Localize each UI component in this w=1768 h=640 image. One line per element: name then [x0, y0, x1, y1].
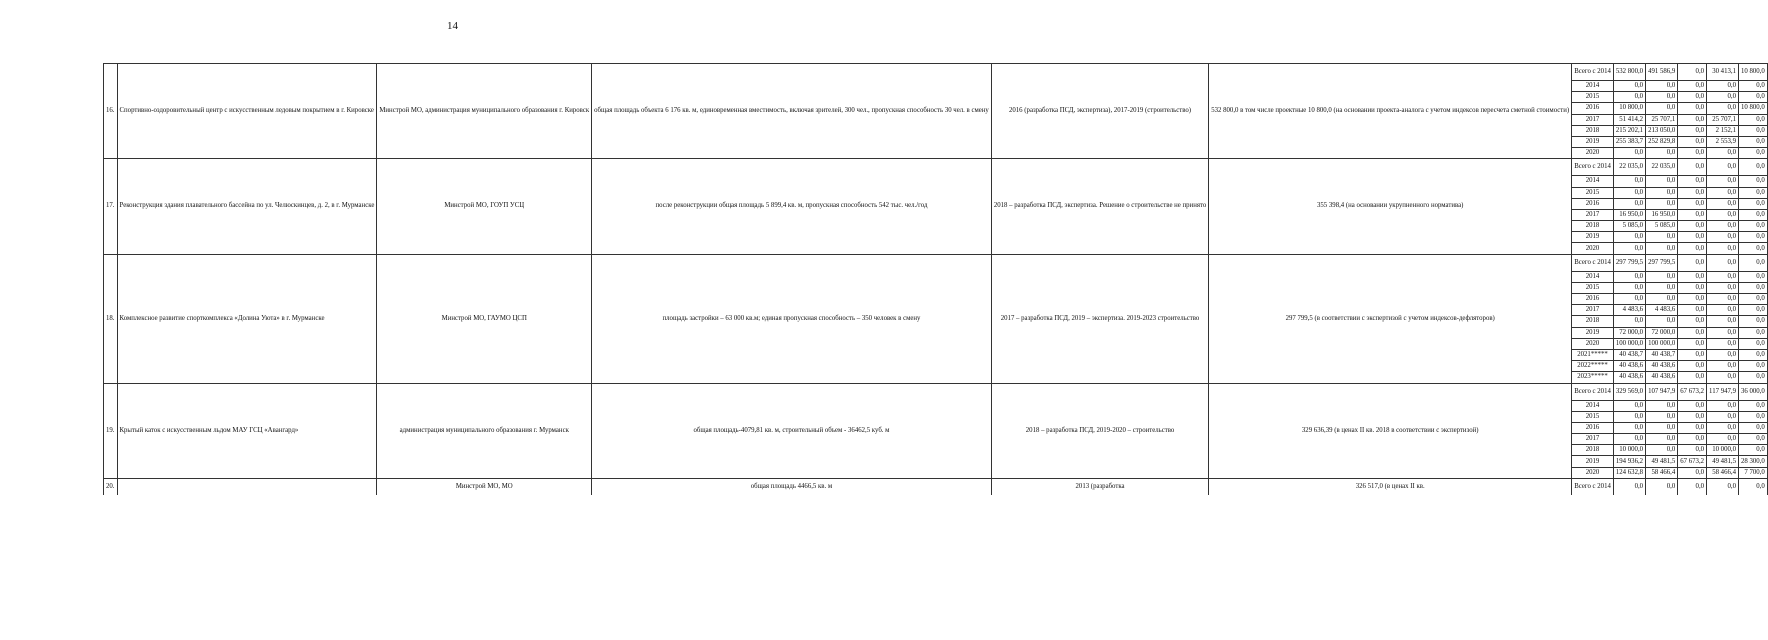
- amount-col-3: 0,0: [1678, 81, 1707, 92]
- year-cell: Всего с 2014: [1572, 159, 1614, 176]
- amount-col-4: 10 000,0: [1707, 445, 1739, 456]
- object-name: [117, 478, 377, 495]
- amount-col-2: 252 829,8: [1646, 136, 1678, 147]
- amount-col-5: 10 800,0: [1738, 64, 1767, 81]
- amount-col-5: 0,0: [1738, 445, 1767, 456]
- amount-col-1: 4 483,6: [1613, 305, 1645, 316]
- amount-col-4: 0,0: [1707, 81, 1739, 92]
- amount-col-1: 10 800,0: [1613, 103, 1645, 114]
- investment-table: [103, 63, 1768, 495]
- amount-col-5: 0,0: [1738, 400, 1767, 411]
- amount-col-1: 0,0: [1613, 294, 1645, 305]
- year-cell: Всего с 2014: [1572, 64, 1614, 81]
- amount-col-1: 0,0: [1613, 400, 1645, 411]
- amount-col-5: 0,0: [1738, 316, 1767, 327]
- amount-col-1: 0,0: [1613, 92, 1645, 103]
- year-cell: 2023*****: [1572, 372, 1614, 383]
- construction-period: 2018 – разработка ПСД, экспертиза. Решение о строительстве не принято: [991, 159, 1208, 254]
- amount-col-4: 0,0: [1707, 148, 1739, 159]
- amount-col-3: 0,0: [1678, 187, 1707, 198]
- amount-col-2: 0,0: [1646, 271, 1678, 282]
- amount-col-2: 0,0: [1646, 411, 1678, 422]
- row-number: 18.: [104, 254, 118, 383]
- amount-col-4: 0,0: [1707, 305, 1739, 316]
- year-cell: 2015: [1572, 411, 1614, 422]
- amount-col-1: 40 438,6: [1613, 372, 1645, 383]
- year-cell: Всего с 2014: [1572, 478, 1614, 495]
- amount-col-1: 22 035,0: [1613, 159, 1645, 176]
- amount-col-2: 0,0: [1646, 198, 1678, 209]
- amount-col-3: 0,0: [1678, 254, 1707, 271]
- year-cell: 2014: [1572, 176, 1614, 187]
- construction-period: 2013 (разработка: [991, 478, 1208, 495]
- amount-col-5: 0,0: [1738, 81, 1767, 92]
- amount-col-5: 0,0: [1738, 305, 1767, 316]
- table-row: [104, 383, 1768, 400]
- year-cell: 2017: [1572, 209, 1614, 220]
- amount-col-5: 0,0: [1738, 92, 1767, 103]
- amount-col-5: 36 000,0: [1738, 383, 1767, 400]
- year-cell: Всего с 2014: [1572, 383, 1614, 400]
- row-number: 19.: [104, 383, 118, 478]
- amount-col-1: 297 799,5: [1613, 254, 1645, 271]
- amount-col-4: 58 466,4: [1707, 467, 1739, 478]
- amount-col-5: 0,0: [1738, 209, 1767, 220]
- amount-col-4: 25 707,1: [1707, 114, 1739, 125]
- estimated-cost: 532 800,0 в том числе проектные 10 800,0 (на основании проекта-аналога с учетом индексов пересчета сметной стоимости): [1209, 64, 1572, 159]
- amount-col-3: 0,0: [1678, 243, 1707, 254]
- amount-col-5: 0,0: [1738, 176, 1767, 187]
- amount-col-4: 0,0: [1707, 372, 1739, 383]
- amount-col-2: 5 085,0: [1646, 221, 1678, 232]
- amount-col-4: 0,0: [1707, 422, 1739, 433]
- amount-col-4: 0,0: [1707, 361, 1739, 372]
- amount-col-5: 0,0: [1738, 338, 1767, 349]
- amount-col-2: 0,0: [1646, 92, 1678, 103]
- amount-col-4: 117 947,9: [1707, 383, 1739, 400]
- amount-col-1: 0,0: [1613, 198, 1645, 209]
- amount-col-5: 0,0: [1738, 327, 1767, 338]
- amount-col-1: 0,0: [1613, 271, 1645, 282]
- amount-col-1: 0,0: [1613, 243, 1645, 254]
- amount-col-4: 2 152,1: [1707, 125, 1739, 136]
- amount-col-1: 0,0: [1613, 411, 1645, 422]
- year-cell: 2018: [1572, 221, 1614, 232]
- amount-col-4: 0,0: [1707, 400, 1739, 411]
- amount-col-5: 7 700,0: [1738, 467, 1767, 478]
- amount-col-2: 0,0: [1646, 445, 1678, 456]
- amount-col-1: 124 632,8: [1613, 467, 1645, 478]
- year-cell: Всего с 2014: [1572, 254, 1614, 271]
- object-name: Спортивно-оздоровительный центр с искусственным ледовым покрытием в г. Кировске: [117, 64, 377, 159]
- amount-col-3: 0,0: [1678, 349, 1707, 360]
- amount-col-2: 100 000,0: [1646, 338, 1678, 349]
- year-cell: 2016: [1572, 294, 1614, 305]
- year-cell: 2018: [1572, 445, 1614, 456]
- amount-col-2: 491 586,9: [1646, 64, 1678, 81]
- year-cell: 2014: [1572, 271, 1614, 282]
- amount-col-5: 0,0: [1738, 294, 1767, 305]
- amount-col-1: 0,0: [1613, 148, 1645, 159]
- year-cell: 2019: [1572, 232, 1614, 243]
- amount-col-3: 0,0: [1678, 422, 1707, 433]
- amount-col-3: 0,0: [1678, 327, 1707, 338]
- amount-col-4: 0,0: [1707, 159, 1739, 176]
- amount-col-5: 0,0: [1738, 361, 1767, 372]
- table-row: [104, 64, 1768, 81]
- amount-col-4: 0,0: [1707, 434, 1739, 445]
- amount-col-1: 0,0: [1613, 232, 1645, 243]
- amount-col-1: 51 414,2: [1613, 114, 1645, 125]
- year-cell: 2016: [1572, 422, 1614, 433]
- amount-col-2: 72 000,0: [1646, 327, 1678, 338]
- capacity: общая площадь объекта 6 176 кв. м, единовременная вместимость, включая зрителей, 300 чел., пропускная способность 30 чел. в смену: [592, 64, 992, 159]
- amount-col-5: 0,0: [1738, 136, 1767, 147]
- amount-col-1: 0,0: [1613, 282, 1645, 293]
- amount-col-1: 72 000,0: [1613, 327, 1645, 338]
- construction-period: 2017 – разработка ПСД, 2019 – экспертиза. 2019-2023 строительство: [991, 254, 1208, 383]
- object-name: Комплексное развитие спорткомплекса «Долина Уюта» в г. Мурманске: [117, 254, 377, 383]
- amount-col-3: 0,0: [1678, 372, 1707, 383]
- amount-col-1: 40 438,6: [1613, 361, 1645, 372]
- amount-col-5: 0,0: [1738, 372, 1767, 383]
- object-name: Реконструкция здания плавательного бассейна по ул. Челюскинцев, д. 2, в г. Мурманске: [117, 159, 377, 254]
- amount-col-2: 213 050,0: [1646, 125, 1678, 136]
- customer: Минстрой МО, ГОУП УСЦ: [377, 159, 592, 254]
- amount-col-3: 0,0: [1678, 411, 1707, 422]
- amount-col-2: 4 483,6: [1646, 305, 1678, 316]
- amount-col-2: 0,0: [1646, 81, 1678, 92]
- amount-col-2: 40 438,7: [1646, 349, 1678, 360]
- amount-col-4: 0,0: [1707, 198, 1739, 209]
- amount-col-1: 0,0: [1613, 81, 1645, 92]
- amount-col-3: 0,0: [1678, 232, 1707, 243]
- amount-col-3: 0,0: [1678, 271, 1707, 282]
- year-cell: 2016: [1572, 103, 1614, 114]
- construction-period: 2016 (разработка ПСД, экспертиза), 2017-2019 (строительство): [991, 64, 1208, 159]
- amount-col-3: 0,0: [1678, 338, 1707, 349]
- amount-col-2: 0,0: [1646, 294, 1678, 305]
- amount-col-5: 0,0: [1738, 148, 1767, 159]
- amount-col-5: 0,0: [1738, 198, 1767, 209]
- amount-col-3: 0,0: [1678, 305, 1707, 316]
- amount-col-5: 0,0: [1738, 271, 1767, 282]
- capacity: площадь застройки – 63 000 кв.м; единая пропускная способность – 350 человек в смену: [592, 254, 992, 383]
- amount-col-5: 0,0: [1738, 221, 1767, 232]
- amount-col-3: 0,0: [1678, 282, 1707, 293]
- table-row: [104, 478, 1768, 495]
- amount-col-2: 0,0: [1646, 400, 1678, 411]
- amount-col-4: 0,0: [1707, 478, 1739, 495]
- amount-col-1: 0,0: [1613, 176, 1645, 187]
- amount-col-4: 0,0: [1707, 316, 1739, 327]
- amount-col-1: 0,0: [1613, 478, 1645, 495]
- amount-col-2: 0,0: [1646, 148, 1678, 159]
- amount-col-1: 16 950,0: [1613, 209, 1645, 220]
- amount-col-2: 40 438,6: [1646, 372, 1678, 383]
- amount-col-2: 25 707,1: [1646, 114, 1678, 125]
- year-cell: 2015: [1572, 282, 1614, 293]
- amount-col-1: 255 383,7: [1613, 136, 1645, 147]
- amount-col-2: 58 466,4: [1646, 467, 1678, 478]
- amount-col-2: 0,0: [1646, 434, 1678, 445]
- amount-col-4: 0,0: [1707, 271, 1739, 282]
- year-cell: 2020: [1572, 148, 1614, 159]
- amount-col-4: 0,0: [1707, 221, 1739, 232]
- amount-col-3: 0,0: [1678, 467, 1707, 478]
- table-row: [104, 254, 1768, 271]
- capacity: общая площадь-4079,81 кв. м, строительный объем - 36462,5 куб. м: [592, 383, 992, 478]
- amount-col-3: 67 673,2: [1678, 383, 1707, 400]
- amount-col-2: 0,0: [1646, 422, 1678, 433]
- estimated-cost: 326 517,0 (в ценах II кв.: [1209, 478, 1572, 495]
- amount-col-3: 0,0: [1678, 221, 1707, 232]
- amount-col-4: 0,0: [1707, 349, 1739, 360]
- amount-col-3: 0,0: [1678, 445, 1707, 456]
- amount-col-1: 10 000,0: [1613, 445, 1645, 456]
- customer: администрация муниципального образования г. Мурманск: [377, 383, 592, 478]
- amount-col-2: 0,0: [1646, 187, 1678, 198]
- amount-col-5: 0,0: [1738, 232, 1767, 243]
- amount-col-1: 0,0: [1613, 434, 1645, 445]
- amount-col-3: 0,0: [1678, 316, 1707, 327]
- amount-col-3: 0,0: [1678, 136, 1707, 147]
- year-cell: 2019: [1572, 327, 1614, 338]
- amount-col-3: 0,0: [1678, 294, 1707, 305]
- year-cell: 2020: [1572, 243, 1614, 254]
- amount-col-2: 22 035,0: [1646, 159, 1678, 176]
- amount-col-4: 2 553,9: [1707, 136, 1739, 147]
- amount-col-5: 0,0: [1738, 243, 1767, 254]
- construction-period: 2018 – разработка ПСД, 2019-2020 – строительство: [991, 383, 1208, 478]
- row-number: 17.: [104, 159, 118, 254]
- year-cell: 2019: [1572, 456, 1614, 467]
- year-cell: 2014: [1572, 400, 1614, 411]
- year-cell: 2018: [1572, 316, 1614, 327]
- year-cell: 2017: [1572, 114, 1614, 125]
- amount-col-1: 194 936,2: [1613, 456, 1645, 467]
- year-cell: 2015: [1572, 187, 1614, 198]
- amount-col-4: 0,0: [1707, 209, 1739, 220]
- capacity: общая площадь 4466,5 кв. м: [592, 478, 992, 495]
- amount-col-4: 0,0: [1707, 232, 1739, 243]
- amount-col-2: 297 799,5: [1646, 254, 1678, 271]
- amount-col-5: 28 300,0: [1738, 456, 1767, 467]
- amount-col-5: 0,0: [1738, 478, 1767, 495]
- amount-col-4: 0,0: [1707, 338, 1739, 349]
- table-row: [104, 159, 1768, 176]
- year-cell: 2014: [1572, 81, 1614, 92]
- amount-col-3: 0,0: [1678, 125, 1707, 136]
- amount-col-1: 532 800,0: [1613, 64, 1645, 81]
- amount-col-3: 0,0: [1678, 209, 1707, 220]
- year-cell: 2017: [1572, 305, 1614, 316]
- amount-col-4: 0,0: [1707, 327, 1739, 338]
- amount-col-5: 0,0: [1738, 411, 1767, 422]
- amount-col-4: 0,0: [1707, 92, 1739, 103]
- amount-col-1: 215 202,1: [1613, 125, 1645, 136]
- amount-col-5: 0,0: [1738, 159, 1767, 176]
- amount-col-2: 0,0: [1646, 103, 1678, 114]
- estimated-cost: 329 636,39 (в ценах II кв. 2018 в соответствии с экспертизой): [1209, 383, 1572, 478]
- amount-col-1: 0,0: [1613, 316, 1645, 327]
- amount-col-2: 16 950,0: [1646, 209, 1678, 220]
- amount-col-1: 5 085,0: [1613, 221, 1645, 232]
- year-cell: 2020: [1572, 467, 1614, 478]
- amount-col-4: 0,0: [1707, 282, 1739, 293]
- amount-col-3: 0,0: [1678, 361, 1707, 372]
- amount-col-4: 0,0: [1707, 411, 1739, 422]
- amount-col-3: 0,0: [1678, 159, 1707, 176]
- amount-col-1: 0,0: [1613, 422, 1645, 433]
- amount-col-2: 0,0: [1646, 282, 1678, 293]
- page-number: 14: [447, 20, 458, 32]
- amount-col-3: 0,0: [1678, 176, 1707, 187]
- estimated-cost: 297 799,5 (в соответствии с экспертизой с учетом индексов-дефляторов): [1209, 254, 1572, 383]
- row-number: 20.: [104, 478, 118, 495]
- amount-col-3: 0,0: [1678, 478, 1707, 495]
- amount-col-2: 0,0: [1646, 478, 1678, 495]
- amount-col-2: 40 438,6: [1646, 361, 1678, 372]
- amount-col-5: 0,0: [1738, 349, 1767, 360]
- amount-col-3: 0,0: [1678, 400, 1707, 411]
- year-cell: 2021*****: [1572, 349, 1614, 360]
- amount-col-2: 0,0: [1646, 232, 1678, 243]
- amount-col-3: 0,0: [1678, 434, 1707, 445]
- object-name: Крытый каток с искусственным льдом МАУ ГСЦ «Авангард»: [117, 383, 377, 478]
- amount-col-5: 0,0: [1738, 187, 1767, 198]
- amount-col-5: 0,0: [1738, 114, 1767, 125]
- amount-col-4: 30 413,1: [1707, 64, 1739, 81]
- amount-col-2: 107 947,9: [1646, 383, 1678, 400]
- amount-col-2: 0,0: [1646, 316, 1678, 327]
- year-cell: 2019: [1572, 136, 1614, 147]
- amount-col-1: 40 438,7: [1613, 349, 1645, 360]
- amount-col-5: 0,0: [1738, 282, 1767, 293]
- amount-col-1: 100 000,0: [1613, 338, 1645, 349]
- amount-col-2: 49 481,5: [1646, 456, 1678, 467]
- amount-col-4: 0,0: [1707, 294, 1739, 305]
- capacity: после реконструкции общая площадь 5 899,4 кв. м, пропускная способность 542 тыс. чел./год: [592, 159, 992, 254]
- amount-col-1: 329 569,0: [1613, 383, 1645, 400]
- amount-col-5: 10 800,0: [1738, 103, 1767, 114]
- amount-col-3: 0,0: [1678, 114, 1707, 125]
- row-number: 16.: [104, 64, 118, 159]
- amount-col-5: 0,0: [1738, 125, 1767, 136]
- amount-col-4: 0,0: [1707, 103, 1739, 114]
- amount-col-4: 0,0: [1707, 243, 1739, 254]
- year-cell: 2022*****: [1572, 361, 1614, 372]
- amount-col-5: 0,0: [1738, 422, 1767, 433]
- customer: Минстрой МО, администрация муниципального образования г. Кировск: [377, 64, 592, 159]
- year-cell: 2017: [1572, 434, 1614, 445]
- amount-col-3: 0,0: [1678, 148, 1707, 159]
- amount-col-4: 0,0: [1707, 187, 1739, 198]
- year-cell: 2020: [1572, 338, 1614, 349]
- year-cell: 2016: [1572, 198, 1614, 209]
- amount-col-2: 0,0: [1646, 176, 1678, 187]
- amount-col-3: 0,0: [1678, 64, 1707, 81]
- amount-col-4: 49 481,5: [1707, 456, 1739, 467]
- amount-col-5: 0,0: [1738, 434, 1767, 445]
- amount-col-2: 0,0: [1646, 243, 1678, 254]
- amount-col-4: 0,0: [1707, 254, 1739, 271]
- amount-col-5: 0,0: [1738, 254, 1767, 271]
- estimated-cost: 355 398,4 (на основании укрупненного норматива): [1209, 159, 1572, 254]
- amount-col-1: 0,0: [1613, 187, 1645, 198]
- amount-col-3: 0,0: [1678, 103, 1707, 114]
- amount-col-3: 67 673,2: [1678, 456, 1707, 467]
- amount-col-4: 0,0: [1707, 176, 1739, 187]
- year-cell: 2015: [1572, 92, 1614, 103]
- customer: Минстрой МО, МО: [377, 478, 592, 495]
- amount-col-3: 0,0: [1678, 92, 1707, 103]
- customer: Минстрой МО, ГАУМО ЦСП: [377, 254, 592, 383]
- amount-col-3: 0,0: [1678, 198, 1707, 209]
- year-cell: 2018: [1572, 125, 1614, 136]
